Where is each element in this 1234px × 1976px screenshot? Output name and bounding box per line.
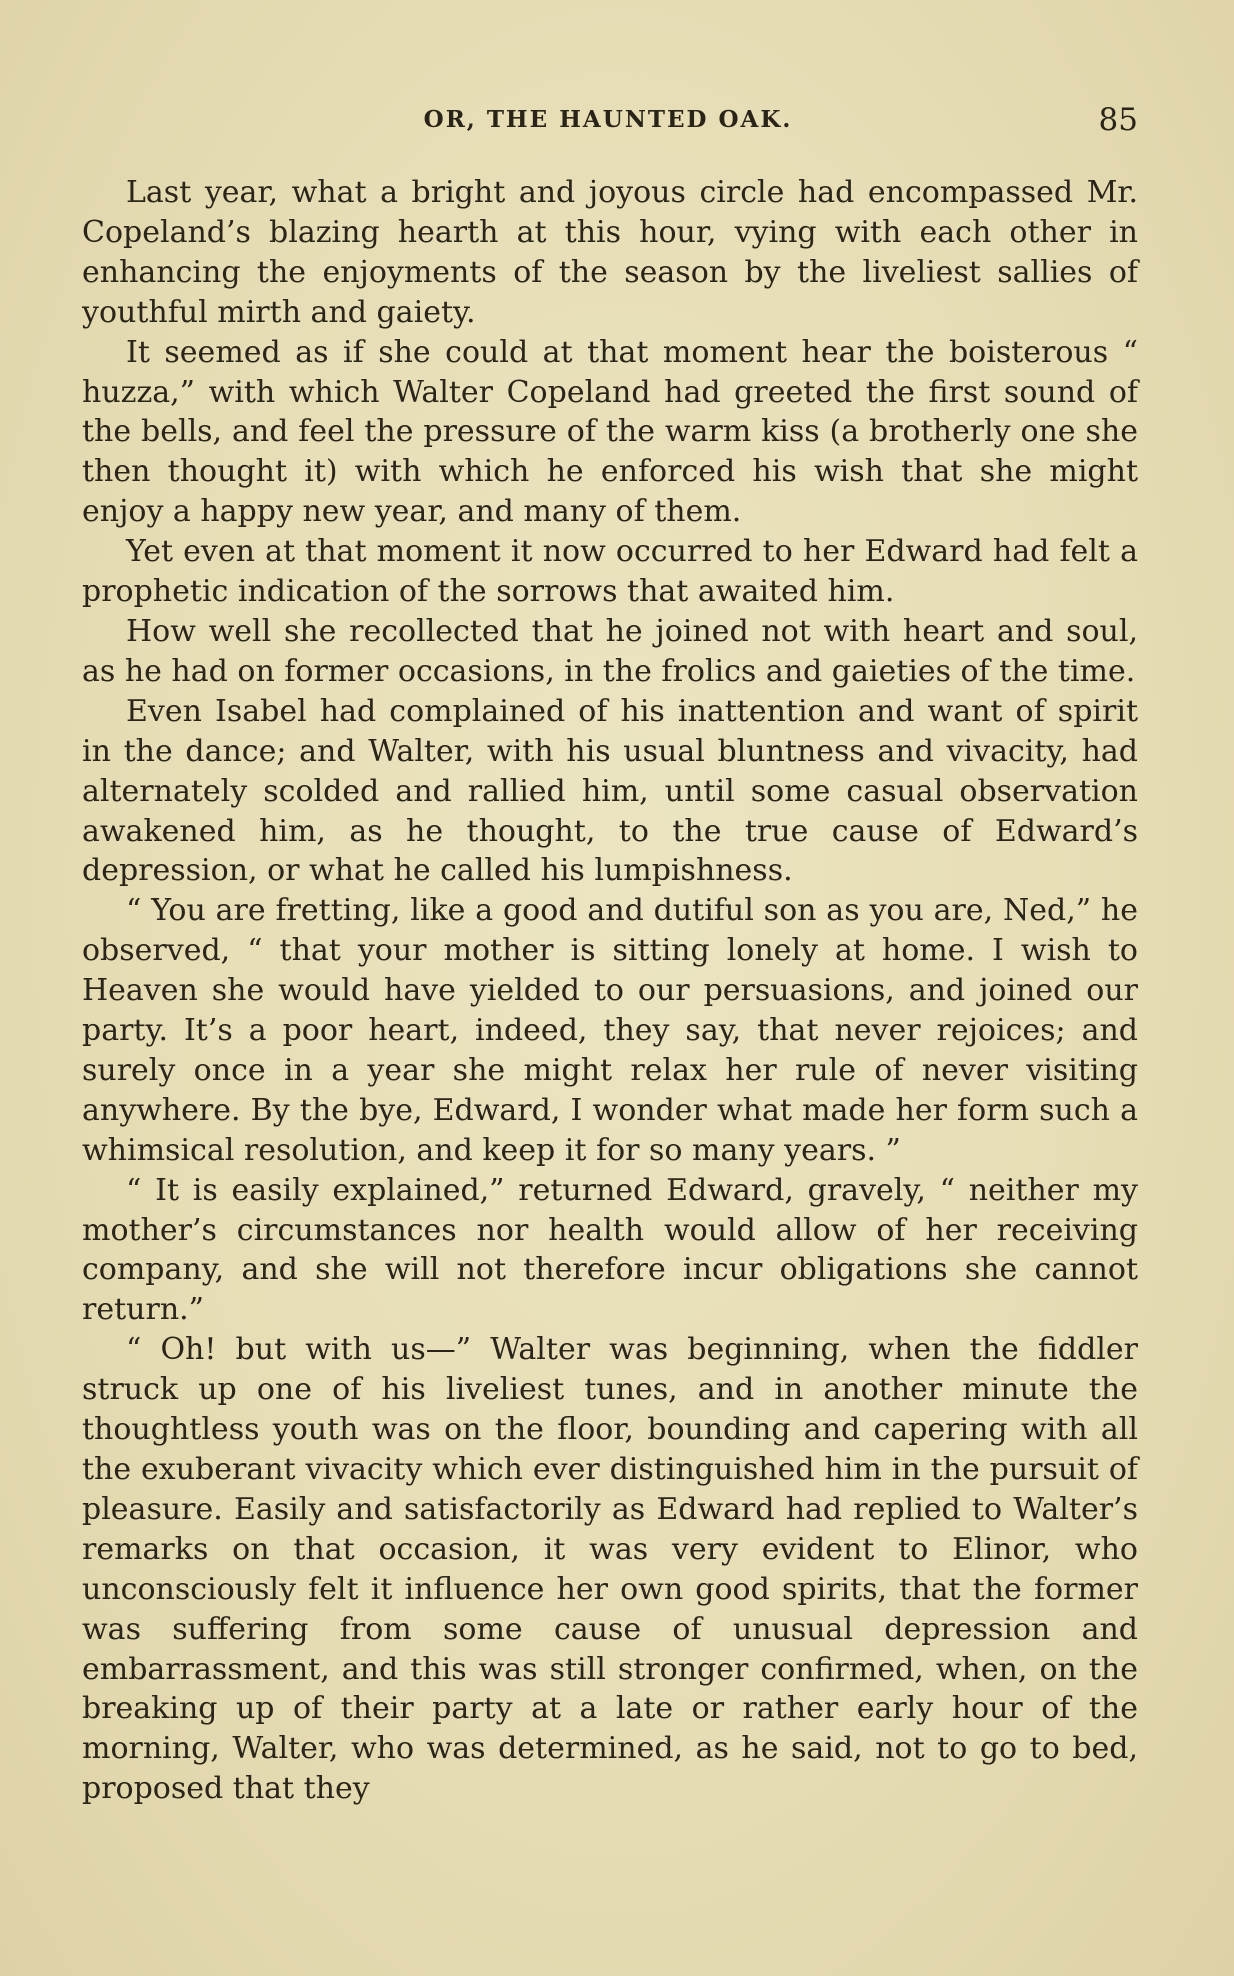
paragraph: Even Isabel had complained of his inattention and want of spirit in the dance; and Walter, with his usual bluntness and vivacity, had alternately scolded and rallied him, until some casual observation awakened him, as he thought, to the true cause of Edward’s depression, or what he called his lumpishness. [82,693,1138,889]
page-header [78,102,1138,142]
body-text [82,173,1138,1809]
running-head: OR, THE HAUNTED OAK. [423,106,793,133]
paragraph: Yet even at that moment it now occurred to her Edward had felt a prophetic indication of the sorrows that awaited him. [82,534,1138,610]
paragraph: It seemed as if she could at that moment hear the boisterous “ huzza,” with which Walter Copeland had greeted the first sound of the bells, and feel the pressure of the warm kiss (a brotherly one she then thought it) with which he enforced his wish that she might enjoy a happy new year, and many of them. [82,334,1138,530]
paragraph: “ You are fretting, like a good and dutiful son as you are, Ned,” he observed, “ that your mother is sitting lonely at home. I wish to Heaven she would have yielded to our persuasions, and joined our party. It’s a poor heart, indeed, they say, that never rejoices; and surely once in a year she might relax her rule of never visiting anywhere. By the bye, Edward, I wonder what made her form such a whimsical resolution, and keep it for so many years. ” [82,893,1138,1168]
paragraph: Last year, what a bright and joyous circle had encompassed Mr. Copeland’s blazing hearth at this hour, vying with each other in enhancing the enjoyments of the season by the liveliest sallies of youthful mirth and gaiety. [82,175,1138,330]
page-number: 85 [1098,102,1138,138]
paragraph: “ It is easily explained,” returned Edward, gravely, “ neither my mother’s circumstances nor health would allow of her receiving company, and she will not therefore incur obligations she cannot return.” [82,1172,1138,1328]
paragraph: How well she recollected that he joined not with heart and soul, as he had on former occasions, in the frolics and gaieties of the time. [82,613,1138,689]
paragraph: “ Oh! but with us—” Walter was beginning, when the fiddler struck up one of his liveliest tunes, and in another minute the thoughtless youth was on the floor, bounding and capering with all the exuberant vivacity which ever distinguished him in the pursuit of pleasure. Easily and satisfactorily as Edward had replied to Walter’s remarks on that occasion, it was very evident to Elinor, who unconsciously felt it influence her own good spirits, that the former was suffering from some cause of unusual depression and embarrassment, and this was still stronger confirmed, when, on the breaking up of their party at a late or rather early hour of the morning, Walter, who was determined, as he said, not to go to bed, proposed that they [82,1332,1138,1807]
